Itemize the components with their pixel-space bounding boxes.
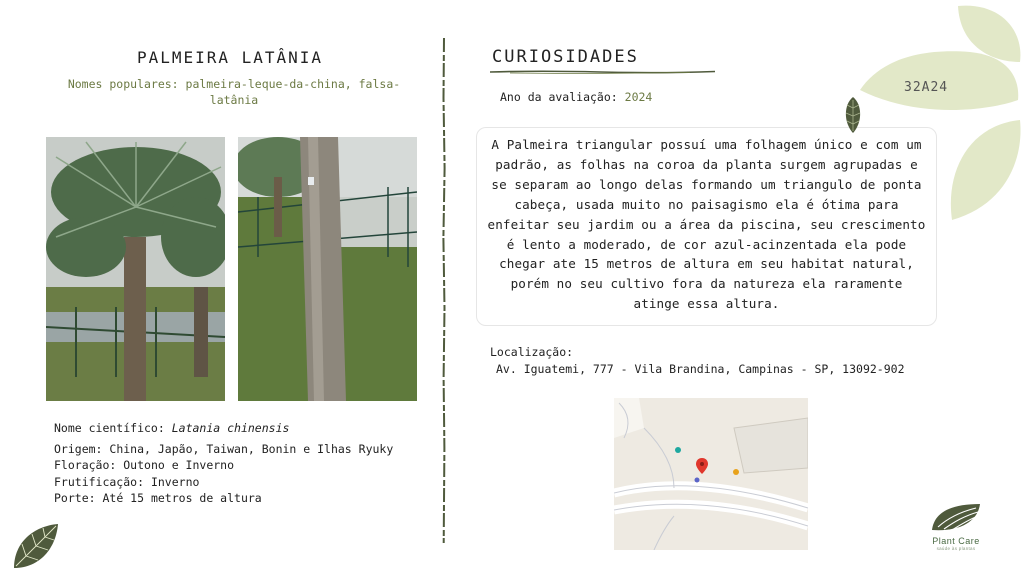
scientific-name-label: Nome científico: — [54, 421, 165, 435]
leaf-icon — [842, 96, 864, 134]
leaf-cluster-icon — [860, 0, 1024, 225]
description-text: A Palmeira triangular possuí uma folhagem único e com um padrão, as folhas na coroa da planta surgem agrupadas e se separam ao longo delas formando um triangulo de ponta cabeça, usada muito no paisagismo ela é ótima para enfeitar seu jardim ou a área da piscina, seu crescimento é lento a moderado, de cor azul-acinzentada ela pode chegar ate 15 metros de altura em seu habitat natural, porém no seu cultivo fora da natureza ela raramente atinge essa altura. — [487, 137, 926, 312]
brand-tagline: saúde às plantas — [936, 546, 976, 551]
popular-names-value: palmeira-leque-da-china, falsa-latânia — [185, 77, 401, 107]
curiosities-title: CURIOSIDADES — [492, 47, 639, 67]
plant-title: PALMEIRA LATÂNIA — [136, 48, 324, 67]
origin-label: Origem: — [54, 441, 103, 456]
origin-row — [54, 441, 414, 458]
brand-logo — [920, 500, 992, 556]
column-divider — [441, 38, 447, 543]
palm-photo-crown — [46, 137, 225, 401]
palm-photo-trunk — [238, 137, 417, 401]
plant-code-badge: 32A24 — [904, 80, 949, 95]
evaluation-year-label: Ano da avaliação: — [500, 90, 618, 104]
evaluation-year-value: 2024 — [624, 90, 653, 104]
plant-details — [54, 420, 414, 507]
size-row — [54, 490, 414, 507]
size-value: Até 15 metros de altura — [102, 491, 262, 505]
scientific-name-value: Latania chinensis — [171, 421, 290, 435]
brand-name: Plant Care — [932, 536, 980, 546]
fruiting-label: Frutificação: — [54, 474, 145, 489]
map-poi-icon — [695, 478, 700, 483]
fruiting-value: Inverno — [150, 474, 200, 489]
map-poi-icon — [675, 447, 681, 453]
location-address: Av. Iguatemi, 777 - Vila Brandina, Campinas - SP, 13092-902 — [496, 362, 905, 376]
flowering-value: Outono e Inverno — [123, 458, 235, 472]
location-label: Localização: — [490, 345, 574, 359]
evaluation-year — [500, 90, 652, 104]
popular-names — [56, 76, 412, 108]
brand-leaf-icon — [928, 500, 984, 534]
map-poi-icon — [733, 469, 739, 475]
scientific-name-row — [54, 420, 414, 437]
title-underline — [490, 69, 715, 75]
palm-leaf-icon — [12, 522, 60, 570]
size-label: Porte: — [54, 491, 96, 505]
flowering-row — [54, 457, 414, 474]
location-map[interactable] — [614, 398, 808, 550]
popular-names-label: Nomes populares: — [67, 77, 179, 91]
fruiting-row — [54, 474, 414, 491]
origin-value: China, Japão, Taiwan, Bonin e Ilhas Ryuky — [109, 441, 394, 456]
flowering-label: Floração: — [54, 458, 117, 472]
